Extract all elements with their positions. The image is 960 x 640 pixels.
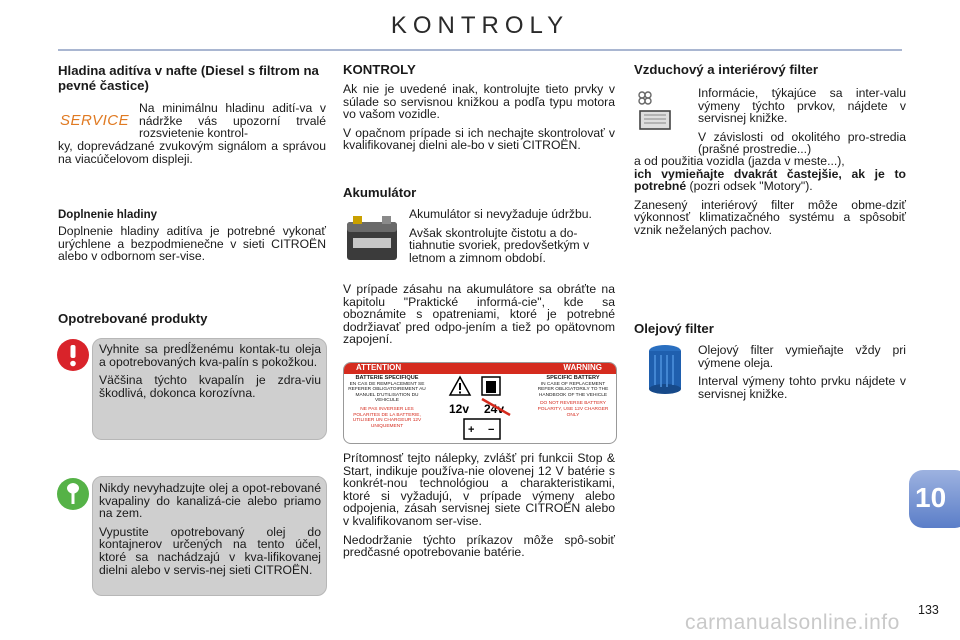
exclamation-icon — [57, 339, 89, 371]
air-filter-heading: Vzduchový a interiérový filter — [634, 62, 818, 77]
sticker-fr-body: EN CAS DE REMPLACEMENT SE REFERER OBLIGATOIREMENT AU MANUEL D'UTILISATION DU VEHICULE — [348, 381, 426, 404]
air-filter-p2a: a od použitia vozidla (jazda v meste...), — [634, 154, 845, 168]
checks-heading: KONTROLY — [343, 62, 416, 77]
air-filter-icon — [636, 89, 674, 133]
sticker-french-text — [348, 376, 426, 429]
oil-filter-p1: Olejový filter vymieňajte vždy pri výmene oleja. — [698, 343, 906, 370]
oil-filter-icon — [645, 343, 685, 395]
sticker-minus: − — [488, 424, 495, 436]
checks-p1: Ak nie je uvedené inak, kontrolujte tieto prvky v súlade so servisnou knižkou a podľa typu motora vo vašom vozidle. — [343, 82, 615, 122]
air-filter-p1: Informácie, týkajúce sa inter-valu výmeny týchto prvkov, nájdete v servisnej knižke. — [698, 86, 906, 126]
battery-p2: Avšak skontrolujte čistotu a do-tiahnutie svoriek, predovšetkým v letnom a zimnom období. — [409, 225, 590, 265]
additive-intro-full — [58, 140, 326, 171]
additive-section — [58, 63, 320, 93]
air-filter-p2-indent: V závislosti od okolitého pro-stredia (prašné prostredie...) — [698, 129, 906, 157]
battery-p3: V prípade zásahu na akumulátore sa obráťte na kapitolu "Praktické informá-cie", kde sa oboznámite s opatreniami, ktoré je potrebné dodržiavať pred odpo-jením a tiež po opätovnom zapojení. — [343, 282, 615, 347]
air-filter-text-full — [634, 155, 906, 243]
page-number: 133 — [918, 603, 939, 617]
additive-heading: Hladina aditíva v nafte (Diesel s filtrom na pevné častice) — [58, 63, 319, 93]
chapter-tab: 10 — [909, 470, 960, 528]
oil-filter-text — [698, 344, 906, 406]
additive-intro-cont: ky, doprevádzané zvukovým signálom a správou na viacúčelovom displeji. — [58, 139, 326, 166]
oil-filter-heading: Olejový filter — [634, 321, 714, 336]
air-filter-text-indent — [698, 87, 906, 156]
battery-text-indent — [409, 208, 615, 270]
refill-section — [58, 209, 326, 269]
oil-filter-p2: Interval výmeny tohto prvku nájdete v servisnej knižke. — [698, 374, 906, 401]
refill-heading: Doplnenie hladiny — [58, 209, 158, 221]
checks-section — [343, 62, 615, 158]
skin-warning-p1: Vyhnite sa predĺženému kontak-tu oleja a opotrebovaných kva-palín s pokožkou. — [99, 342, 321, 369]
sticker-en-head: SPECIFIC BATTERY — [546, 375, 600, 381]
service-warning-icon: SERVICE — [60, 112, 130, 129]
page-title: KONTROLY — [390, 12, 570, 39]
checks-p2: V opačnom prípade si ich nechajte skontrolovať v kvalifikovanej dielni ale-bo v sieti CITROËN. — [343, 125, 615, 153]
battery-section — [343, 185, 615, 200]
used-products-section — [58, 311, 326, 326]
battery-warning-sticker — [343, 362, 617, 444]
sticker-warning: WARNING — [563, 363, 602, 372]
battery-p5: Nedodržanie týchto príkazov môže spô-sobiť predčasné opotrebovanie batérie. — [343, 532, 615, 560]
air-filter-p2b: (pozri odsek "Motory"). — [686, 179, 813, 194]
air-filter-p2-bold: ich vymieňajte dvakrát častejšie, ak je to potrebné — [634, 166, 906, 194]
air-filter-p3: Zanesený interiérový filter môže obme-dziť výkonnosť klimatizačného systému a spôsobiť vznik neželaných pachov. — [634, 197, 906, 237]
sticker-fr-head2: NE PAS INVERSER LES POLARITES DE LA BATTERIE, UTILISER UN CHARGEUR 12V UNIQUEMENT — [352, 406, 422, 429]
watermark: carmanualsonline.info — [685, 611, 900, 634]
environment-text — [99, 482, 321, 582]
environment-p1: Nikdy nevyhadzujte olej a opot-rebované kvapaliny do kanalizá-cie alebo priamo na zem. — [99, 481, 321, 521]
additive-intro-text: Na minimálnu hladinu adití-va v nádržke vás upozorní trvalé rozsvietenie kontrol- — [139, 101, 326, 141]
sticker-12v: 12v — [449, 402, 470, 416]
sticker-english-text — [534, 376, 612, 418]
sticker-attention: ATTENTION — [356, 363, 402, 372]
oil-filter-section — [634, 321, 906, 336]
battery-text-full — [343, 283, 615, 352]
sticker-symbols-icon — [448, 375, 514, 441]
sticker-24v: 24v — [484, 402, 505, 416]
leaf-eco-icon — [57, 478, 89, 510]
sticker-en-body: IN CASE OF REPLACEMENT REFER OBLIGATORILY TO THE HANDBOOK OF THE VEHICLE — [537, 381, 609, 398]
sticker-explanation — [343, 452, 615, 565]
environment-p2: Vypustite opotrebovaný olej do kontajnerov určených na tento účel, ktoré sa nachádzajú v kva-lifikovanej dielni alebo v servis-nej sieti CITROËN. — [99, 524, 321, 577]
title-divider — [58, 49, 902, 51]
refill-text: Doplnenie hladiny aditíva je potrebné vykonať urýchlene a bezpodmienečne v sieti CITROËN alebo v odbornom ser-vise. — [58, 224, 326, 264]
used-products-heading: Opotrebované produkty — [58, 311, 208, 326]
battery-heading: Akumulátor — [343, 185, 417, 200]
battery-p1: Akumulátor si nevyžaduje údržbu. — [409, 207, 592, 221]
skin-warning-text — [99, 343, 321, 405]
battery-icon — [345, 212, 400, 264]
skin-warning-p2: Väčšina týchto kvapalín je zdra-viu škodlivá, dokonca korozívna. — [99, 373, 321, 400]
additive-intro-indent — [139, 102, 326, 140]
sticker-plus: + — [468, 424, 475, 436]
battery-p4: Prítomnosť tejto nálepky, zvlášť pri funkcii Stop & Start, indikuje používa-nie olovenej 12 V batérie s konkrét-nou technológiou a charakteristikami, ktoré si vyžadujú, v prípade výmeny alebo odpojenia, zásah servisnej siete CITROËN alebo v kvalifikovanom ser-vise. — [343, 451, 615, 528]
sticker-en-head2: DO NOT REVERSE BATTERY POLARITY, USE 12V CHARGER ONLY — [537, 401, 609, 418]
air-filter-section — [634, 62, 906, 77]
sticker-fr-head: BATTERIE SPECIFIQUE — [355, 375, 419, 381]
